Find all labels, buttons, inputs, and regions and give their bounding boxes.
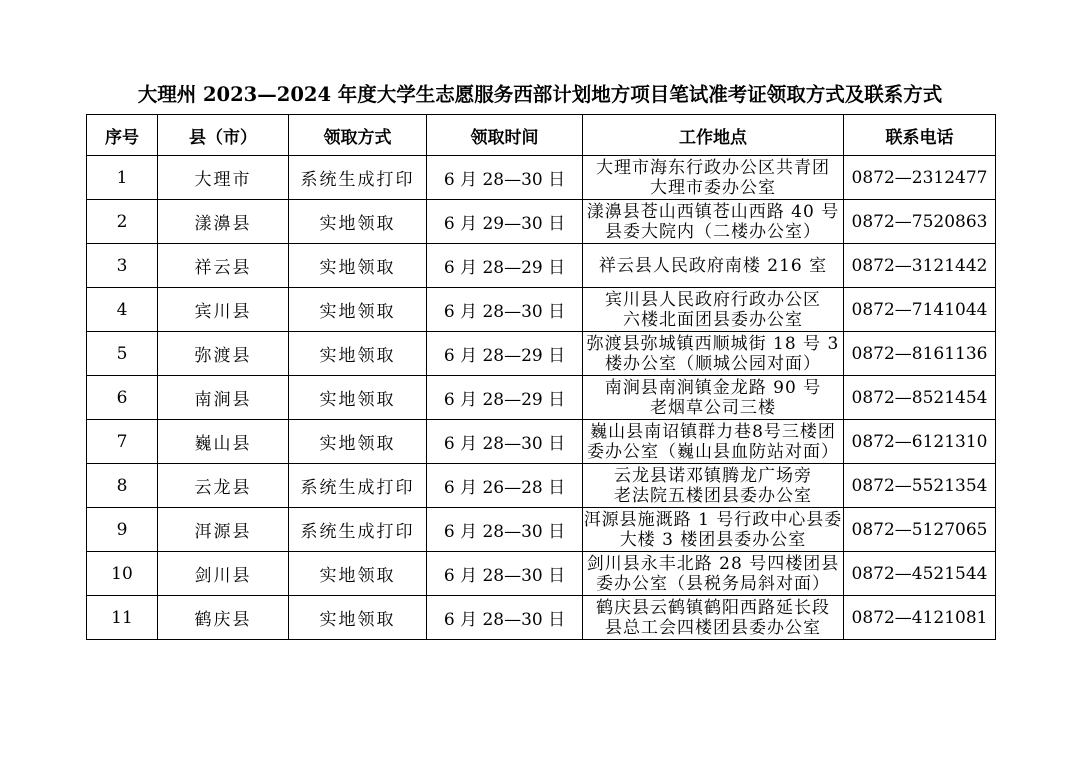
row-index-cell: 9 xyxy=(87,508,158,552)
pickup-time-cell: 6 月 28—30 日 xyxy=(427,420,583,464)
table-row xyxy=(87,200,996,244)
table-row xyxy=(87,332,996,376)
pickup-method-cell: 系统生成打印 xyxy=(289,156,427,200)
header-phone: 联系电话 xyxy=(844,115,996,156)
county-cell: 弥渡县 xyxy=(158,332,289,376)
table-row xyxy=(87,596,996,640)
pickup-method-cell: 实地领取 xyxy=(289,376,427,420)
county-cell: 祥云县 xyxy=(158,244,289,288)
pickup-method-cell: 实地领取 xyxy=(289,596,427,640)
ticket-pickup-table xyxy=(86,114,996,640)
phone-cell: 0872—4521544 xyxy=(844,552,996,596)
work-location-cell xyxy=(583,552,844,596)
header-method: 领取方式 xyxy=(289,115,427,156)
table-row xyxy=(87,376,996,420)
phone-cell: 0872—8521454 xyxy=(844,376,996,420)
row-index-cell: 2 xyxy=(87,200,158,244)
county-cell: 洱源县 xyxy=(158,508,289,552)
document-title: 大理州 2023—2024 年度大学生志愿服务西部计划地方项目笔试准考证领取方式及联系方式 xyxy=(137,83,943,106)
pickup-time-cell: 6 月 26—28 日 xyxy=(427,464,583,508)
work-location-cell xyxy=(583,288,844,332)
pickup-time-cell: 6 月 29—30 日 xyxy=(427,200,583,244)
table-row xyxy=(87,464,996,508)
county-cell: 云龙县 xyxy=(158,464,289,508)
work-location-line-1: 鹤庆县云鹤镇鹤阳西路延长段 xyxy=(596,597,830,618)
work-location-line-1: 巍山县南诏镇群力巷8号三楼团 xyxy=(590,421,836,442)
work-location-cell xyxy=(583,596,844,640)
work-location-line-2: 老烟草公司三楼 xyxy=(650,397,776,418)
phone-cell: 0872—6121310 xyxy=(844,420,996,464)
work-location-line-1: 宾川县人民政府行政办公区 xyxy=(605,289,821,310)
work-location-line-1: 南涧县南涧镇金龙路 90 号 xyxy=(604,377,822,398)
county-cell: 巍山县 xyxy=(158,420,289,464)
pickup-method-cell: 实地领取 xyxy=(289,420,427,464)
table-row xyxy=(87,420,996,464)
county-cell: 南涧县 xyxy=(158,376,289,420)
phone-cell: 0872—3121442 xyxy=(844,244,996,288)
phone-cell: 0872—2312477 xyxy=(844,156,996,200)
header-time: 领取时间 xyxy=(427,115,583,156)
row-index-cell: 1 xyxy=(87,156,158,200)
phone-cell: 0872—7520863 xyxy=(844,200,996,244)
work-location-line-1: 祥云县人民政府南楼 216 室 xyxy=(598,255,828,276)
table-row xyxy=(87,508,996,552)
row-index-cell: 8 xyxy=(87,464,158,508)
header-row xyxy=(87,115,996,156)
phone-cell: 0872—8161136 xyxy=(844,332,996,376)
work-location-cell xyxy=(583,464,844,508)
header-county: 县（市） xyxy=(158,115,289,156)
table-row xyxy=(87,244,996,288)
work-location-line-1: 漾濞县苍山西镇苍山西路 40 号 xyxy=(586,201,840,222)
pickup-time-cell: 6 月 28—29 日 xyxy=(427,332,583,376)
work-location-line-1: 大理市海东行政办公区共青团 xyxy=(596,157,830,178)
work-location-line-2: 委办公室（巍山县血防站对面） xyxy=(587,441,839,462)
row-index-cell: 4 xyxy=(87,288,158,332)
work-location-line-1: 剑川县永丰北路 28 号四楼团县 xyxy=(586,553,840,574)
work-location-line-2: 老法院五楼团县委办公室 xyxy=(614,485,812,506)
work-location-cell xyxy=(583,200,844,244)
work-location-line-2: 大理市委办公室 xyxy=(650,177,776,198)
work-location-cell xyxy=(583,376,844,420)
row-index-cell: 10 xyxy=(87,552,158,596)
row-index-cell: 5 xyxy=(87,332,158,376)
header-index: 序号 xyxy=(87,115,158,156)
pickup-method-cell: 实地领取 xyxy=(289,552,427,596)
work-location-line-1: 云龙县诺邓镇腾龙广场旁 xyxy=(614,465,812,486)
pickup-method-cell: 实地领取 xyxy=(289,288,427,332)
work-location-cell xyxy=(583,420,844,464)
row-index-cell: 11 xyxy=(87,596,158,640)
phone-cell: 0872—4121081 xyxy=(844,596,996,640)
phone-cell: 0872—5127065 xyxy=(844,508,996,552)
county-cell: 宾川县 xyxy=(158,288,289,332)
row-index-cell: 7 xyxy=(87,420,158,464)
row-index-cell: 6 xyxy=(87,376,158,420)
table-row xyxy=(87,552,996,596)
pickup-method-cell: 系统生成打印 xyxy=(289,464,427,508)
table-body xyxy=(87,156,996,640)
work-location-cell xyxy=(583,156,844,200)
pickup-time-cell: 6 月 28—30 日 xyxy=(427,156,583,200)
pickup-time-cell: 6 月 28—30 日 xyxy=(427,552,583,596)
pickup-time-cell: 6 月 28—30 日 xyxy=(427,288,583,332)
work-location-line-2: 县委大院内（二楼办公室） xyxy=(605,221,821,242)
work-location-line-1: 洱源县施溉路 1 号行政中心县委 xyxy=(583,509,843,530)
pickup-time-cell: 6 月 28—30 日 xyxy=(427,596,583,640)
header-place: 工作地点 xyxy=(583,115,844,156)
work-location-cell xyxy=(583,332,844,376)
phone-cell: 0872—7141044 xyxy=(844,288,996,332)
work-location-line-2: 六楼北面团县委办公室 xyxy=(623,309,803,330)
row-index-cell: 3 xyxy=(87,244,158,288)
pickup-method-cell: 实地领取 xyxy=(289,332,427,376)
work-location-line-2: 大楼 3 楼团县委办公室 xyxy=(619,529,807,550)
work-location-line-2: 县总工会四楼团县委办公室 xyxy=(605,617,821,638)
work-location-line-2: 委办公室（县税务局斜对面） xyxy=(596,573,830,594)
pickup-method-cell: 实地领取 xyxy=(289,244,427,288)
pickup-method-cell: 实地领取 xyxy=(289,200,427,244)
pickup-method-cell: 系统生成打印 xyxy=(289,508,427,552)
work-location-line-2: 楼办公室（顺城公园对面） xyxy=(605,353,821,374)
table-row xyxy=(87,156,996,200)
county-cell: 漾濞县 xyxy=(158,200,289,244)
phone-cell: 0872—5521354 xyxy=(844,464,996,508)
pickup-time-cell: 6 月 28—29 日 xyxy=(427,244,583,288)
county-cell: 剑川县 xyxy=(158,552,289,596)
county-cell: 大理市 xyxy=(158,156,289,200)
pickup-time-cell: 6 月 28—29 日 xyxy=(427,376,583,420)
pickup-time-cell: 6 月 28—30 日 xyxy=(427,508,583,552)
county-cell: 鹤庆县 xyxy=(158,596,289,640)
work-location-cell xyxy=(583,244,844,288)
work-location-line-1: 弥渡县弥城镇西顺城街 18 号 3 xyxy=(586,333,840,354)
table-row xyxy=(87,288,996,332)
work-location-cell xyxy=(583,508,844,552)
